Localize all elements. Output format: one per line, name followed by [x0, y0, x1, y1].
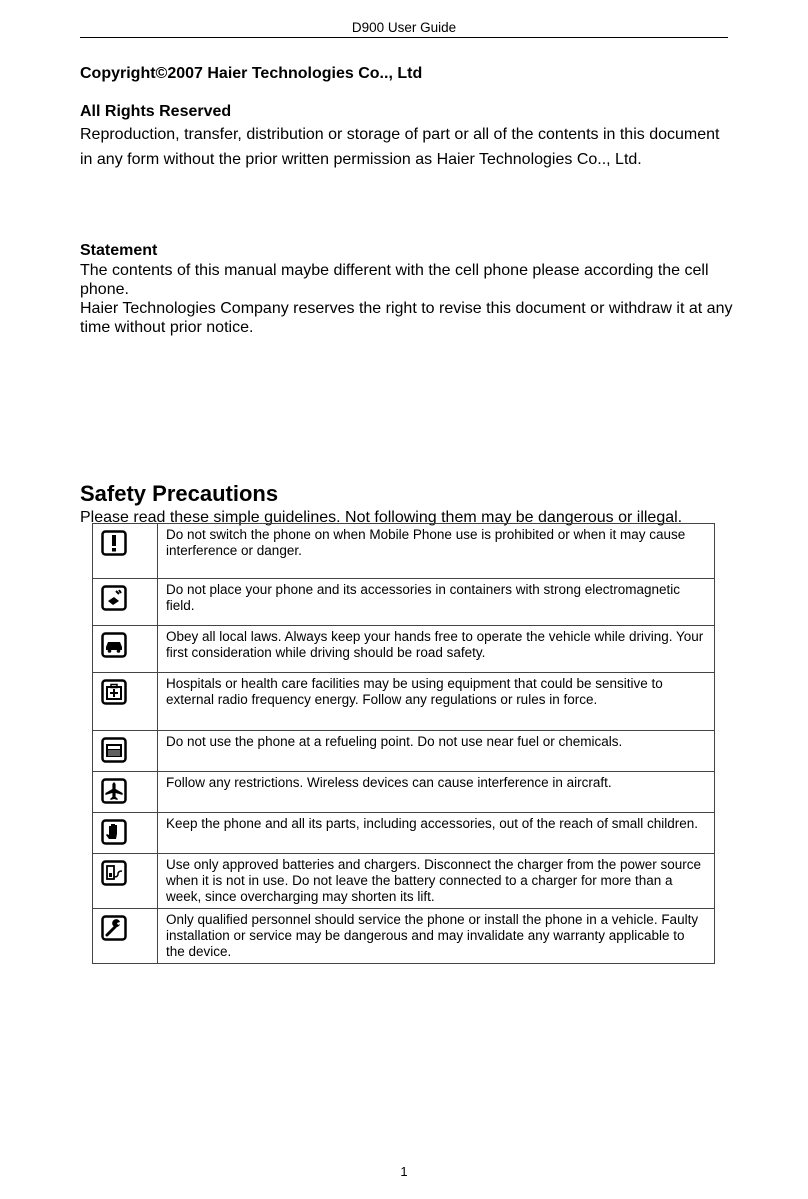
- precaution-row: [93, 579, 715, 626]
- precaution-row: [93, 909, 715, 964]
- page-number: 1: [400, 1164, 408, 1179]
- precaution-row: [93, 524, 715, 579]
- precaution-row: [93, 731, 715, 772]
- wrench-icon: [101, 915, 127, 941]
- rights-text: Reproduction, transfer, distribution or storage of part or all of the contents in this document in any form without the prior written permission as Haier Technologies Co.., Ltd.: [80, 126, 720, 168]
- safety-section: [80, 480, 736, 528]
- rights-heading: All Rights Reserved: [80, 103, 232, 120]
- precaution-row: [93, 813, 715, 854]
- airplane-icon: [101, 778, 127, 804]
- page-header: [80, 18, 728, 38]
- statement-line-1: The contents of this manual maybe different with the cell phone please according the cell phone.: [80, 262, 709, 298]
- electromagnetic-icon: [101, 585, 127, 611]
- precaution-text: Follow any restrictions. Wireless devices can cause interference in aircraft.: [158, 772, 715, 813]
- precaution-row: [93, 626, 715, 673]
- precaution-row: [93, 673, 715, 731]
- statement-section: [80, 241, 736, 337]
- precaution-row: [93, 772, 715, 813]
- precaution-text: Keep the phone and all its parts, including accessories, out of the reach of small children.: [158, 813, 715, 854]
- precaution-text: Do not place your phone and its accessories in containers with strong electromagnetic field.: [158, 579, 715, 626]
- precaution-text: Do not switch the phone on when Mobile Phone use is prohibited or when it may cause interference or danger.: [158, 524, 715, 579]
- hand-icon: [101, 819, 127, 845]
- header-title: D900 User Guide: [351, 20, 457, 35]
- statement-heading: Statement: [80, 242, 158, 259]
- precaution-text: Use only approved batteries and chargers. Disconnect the charger from the power source when it is not in use. Do not leave the battery connected to a charger for more than a week, since overcharging may shorten its lift.: [158, 854, 715, 909]
- precaution-text: Do not use the phone at a refueling point. Do not use near fuel or chemicals.: [158, 731, 715, 772]
- exclamation-icon: [101, 530, 127, 556]
- precaution-row: [93, 854, 715, 909]
- precaution-text: Only qualified personnel should service the phone or install the phone in a vehicle. Faulty installation or service may be dangerous and may invalidate any warranty applicable to the device.: [158, 909, 715, 964]
- precautions-table: [92, 523, 715, 964]
- battery-charger-icon: [101, 860, 127, 886]
- fuel-icon: [101, 737, 127, 763]
- safety-intro: Please read these simple guidelines. Not following them may be dangerous or illegal.: [80, 509, 683, 526]
- safety-title: Safety Precautions: [80, 481, 279, 506]
- precaution-text: Hospitals or health care facilities may be using equipment that could be sensitive to external radio frequency energy. Follow any regulations or rules in force.: [158, 673, 715, 731]
- precaution-text: Obey all local laws. Always keep your hands free to operate the vehicle while driving. Your first consideration while driving should be road safety.: [158, 626, 715, 673]
- car-icon: [101, 632, 127, 658]
- copyright-line: Copyright©2007 Haier Technologies Co.., Ltd: [80, 65, 423, 82]
- medical-icon: [101, 679, 127, 705]
- rights-section: [80, 102, 736, 172]
- statement-line-2: Haier Technologies Company reserves the right to revise this document or withdraw it at any time without prior notice.: [80, 300, 733, 336]
